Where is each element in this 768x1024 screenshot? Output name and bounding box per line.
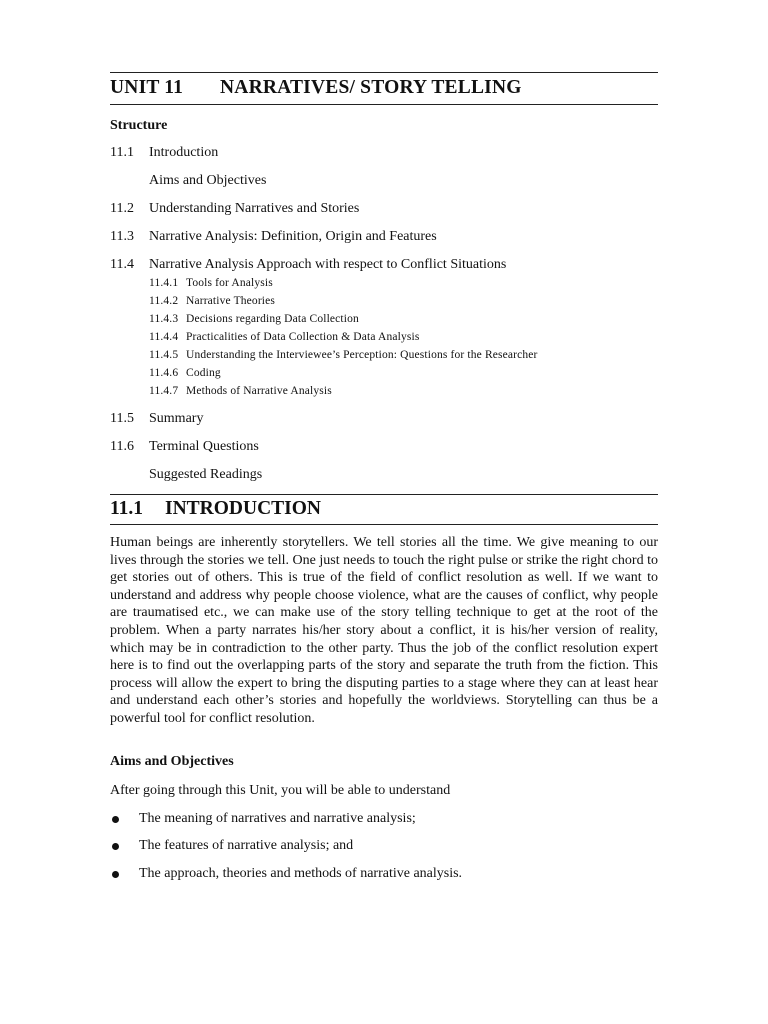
toc-item xyxy=(149,467,262,483)
toc-subitem xyxy=(149,331,419,343)
toc-sublabel: Practicalities of Data Collection & Data Analysis xyxy=(186,331,420,343)
toc-subitem xyxy=(149,367,221,379)
toc-item xyxy=(110,439,259,455)
toc-sublabel: Narrative Theories xyxy=(186,295,276,307)
aims-heading: Aims and Objectives xyxy=(110,754,234,769)
toc-subnumber: 11.4.3 xyxy=(149,313,179,325)
toc-sublabel: Understanding the Interviewee’s Perception: Questions for the Researcher xyxy=(186,349,538,361)
toc-sublabel: Decisions regarding Data Collection xyxy=(186,313,359,325)
toc-item xyxy=(110,411,203,427)
bullet-dot-icon xyxy=(112,816,119,823)
toc-label: Summary xyxy=(149,411,204,426)
toc-sublabel: Coding xyxy=(186,367,221,379)
toc-subnumber: 11.4.5 xyxy=(149,349,179,361)
aims-lead-text: After going through this Unit, you will be able to understand xyxy=(110,783,451,798)
bullet-text: The approach, theories and methods of narrative analysis. xyxy=(139,866,463,881)
toc-subnumber: 11.4.1 xyxy=(149,277,179,289)
toc-number: 11.4 xyxy=(110,257,134,272)
toc-subitem xyxy=(149,277,273,289)
toc-item xyxy=(110,145,218,161)
toc-item xyxy=(110,201,359,217)
unit-number: UNIT 11 xyxy=(110,77,184,98)
toc-label: Introduction xyxy=(149,145,219,160)
unit-title-text: NARRATIVES/ STORY TELLING xyxy=(220,77,522,98)
toc-number: 11.3 xyxy=(110,229,134,244)
toc-subnumber: 11.4.6 xyxy=(149,367,179,379)
structure-heading: Structure xyxy=(110,118,168,133)
toc-label: Narrative Analysis: Definition, Origin and Features xyxy=(149,229,437,244)
top-rule xyxy=(110,72,658,73)
toc-item xyxy=(110,229,437,245)
toc-subnumber: 11.4.2 xyxy=(149,295,179,307)
toc-item xyxy=(149,173,266,189)
toc-label: Aims and Objectives xyxy=(149,173,267,188)
title-underline xyxy=(110,104,658,105)
unit-title xyxy=(110,77,658,99)
toc-subnumber: 11.4.4 xyxy=(149,331,179,343)
introduction-paragraph: Human beings are inherently storytellers. We tell stories all the time. We give meaning to our lives through the stories we tell. One just needs to touch the right pulse or strike the right chord to get stories out of others. This is true of the field of conflict resolution as well. If we want to understand and address why people choose violence, what are the causes of conflict, why people are traumatised etc., we can make use of the story telling technique to get at the root of the problem. When a party narrates his/her story about a conflict, it is his/her version of reality, which may be in contradiction to the other party. Thus the job of the conflict resolution expert here is to find out the overlapping parts of the story and separate the truth from the fiction. This process will allow the expert to bring the disputing parties to a stage where they can at least hear and understand each other’s stories and hopefully the worldviews. Storytelling can thus be a powerful tool for conflict resolution. xyxy=(110,535,658,726)
toc-number: 11.6 xyxy=(110,439,134,454)
toc-subitem xyxy=(149,295,275,307)
toc-label: Narrative Analysis Approach with respect to Conflict Situations xyxy=(149,257,507,272)
toc-label: Understanding Narratives and Stories xyxy=(149,201,360,216)
toc-number: 11.1 xyxy=(110,145,134,160)
toc-subnumber: 11.4.7 xyxy=(149,385,179,397)
toc-label: Terminal Questions xyxy=(149,439,259,454)
toc-sublabel: Tools for Analysis xyxy=(186,277,273,289)
toc-sublabel: Methods of Narrative Analysis xyxy=(186,385,332,397)
bullet-dot-icon xyxy=(112,871,119,878)
toc-item xyxy=(110,257,506,273)
section-top-rule xyxy=(110,494,658,495)
section-title xyxy=(110,498,658,520)
section-title-text: INTRODUCTION xyxy=(165,498,322,519)
toc-subitem xyxy=(149,349,538,361)
toc-label: Suggested Readings xyxy=(149,467,263,482)
toc-subitem xyxy=(149,385,332,397)
bullet-text: The meaning of narratives and narrative analysis; xyxy=(139,811,416,826)
toc-number: 11.2 xyxy=(110,201,134,216)
toc-number: 11.5 xyxy=(110,411,134,426)
section-underline xyxy=(110,524,658,525)
bullet-dot-icon xyxy=(112,843,119,850)
toc-subitem xyxy=(149,313,359,325)
section-number: 11.1 xyxy=(110,498,144,519)
bullet-text: The features of narrative analysis; and xyxy=(139,838,354,853)
